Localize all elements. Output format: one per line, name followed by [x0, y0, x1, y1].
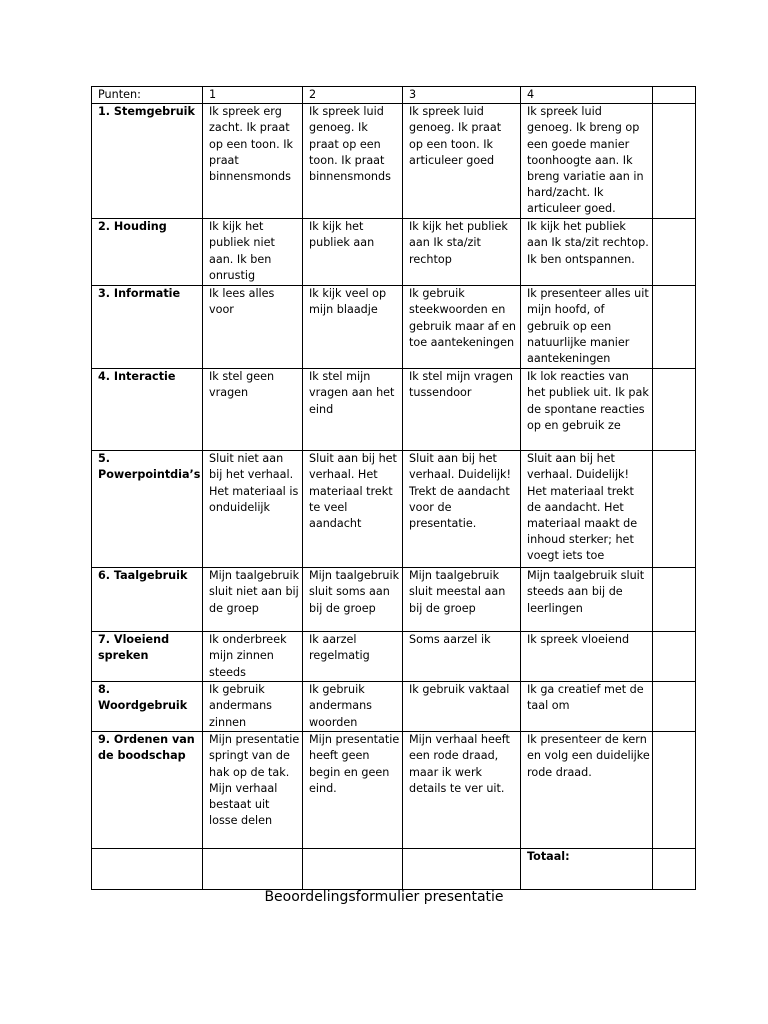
- criterion-label: 5. Powerpointdia’s: [92, 451, 203, 568]
- criterion-cell: Ik kijk het publiek aan Ik sta/zit rechtop. Ik ben ontspannen.: [521, 219, 653, 286]
- criterion-row: [92, 732, 696, 849]
- criterion-cell: Ik lok reacties van het publiek uit. Ik pak de spontane reacties op en gebruik ze: [521, 369, 653, 451]
- criterion-cell: Ik spreek luid genoeg. Ik praat op een toon. Ik praat binnensmonds: [303, 104, 403, 219]
- criterion-cell: Ik gebruik vaktaal: [403, 682, 521, 732]
- criterion-cell: Ik spreek erg zacht. Ik praat op een toon. Ik praat binnensmonds: [203, 104, 303, 219]
- empty-cell: [92, 849, 203, 890]
- header-cell-score-3: 3: [403, 87, 521, 104]
- criterion-cell: Ik lees alles voor: [203, 286, 303, 369]
- criterion-label: 9. Ordenen van de boodschap: [92, 732, 203, 849]
- score-cell: [653, 369, 696, 451]
- criterion-row: [92, 451, 696, 568]
- header-cell-score-2: 2: [303, 87, 403, 104]
- criterion-cell: Ik stel mijn vragen aan het eind: [303, 369, 403, 451]
- empty-cell: [403, 849, 521, 890]
- criterion-cell: Ik kijk het publiek niet aan. Ik ben onrustig: [203, 219, 303, 286]
- score-cell: [653, 568, 696, 632]
- criterion-cell: Ik spreek luid genoeg. Ik breng op een goede manier toonhoogte aan. Ik breng variatie aan in hard/zacht. Ik articuleer goed.: [521, 104, 653, 219]
- criterion-cell: Ik gebruik steekwoorden en gebruik maar af en toe aantekeningen: [403, 286, 521, 369]
- header-cell-score-4: 4: [521, 87, 653, 104]
- criterion-label: 4. Interactie: [92, 369, 203, 451]
- criterion-cell: Soms aarzel ik: [403, 632, 521, 682]
- header-row: [92, 87, 696, 104]
- criterion-cell: Ik ga creatief met de taal om: [521, 682, 653, 732]
- form-caption: [0, 889, 768, 905]
- header-cell-label: Punten:: [92, 87, 203, 104]
- criterion-row: [92, 104, 696, 219]
- criterion-row: [92, 369, 696, 451]
- criterion-cell: Mijn presentatie heeft geen begin en geen eind.: [303, 732, 403, 849]
- criterion-cell: Mijn taalgebruik sluit niet aan bij de groep: [203, 568, 303, 632]
- criterion-cell: Ik kijk het publiek aan Ik sta/zit rechtop: [403, 219, 521, 286]
- empty-cell: [303, 849, 403, 890]
- form-title: Beoordelingsformulier presentatie: [264, 889, 504, 905]
- criterion-cell: Ik presenteer alles uit mijn hoofd, of gebruik op een natuurlijke manier aantekeningen: [521, 286, 653, 369]
- criterion-label: 2. Houding: [92, 219, 203, 286]
- total-row: [92, 849, 696, 890]
- criterion-cell: Mijn presentatie springt van de hak op de tak. Mijn verhaal bestaat uit losse delen: [203, 732, 303, 849]
- criterion-row: [92, 286, 696, 369]
- criterion-cell: Ik spreek vloeiend: [521, 632, 653, 682]
- criterion-cell: Sluit aan bij het verhaal. Het materiaal trekt te veel aandacht: [303, 451, 403, 568]
- criterion-label: 1. Stemgebruik: [92, 104, 203, 219]
- criterion-row: [92, 682, 696, 732]
- criterion-label: 7. Vloeiend spreken: [92, 632, 203, 682]
- criterion-label: 6. Taalgebruik: [92, 568, 203, 632]
- criterion-row: [92, 632, 696, 682]
- criterion-cell: Sluit niet aan bij het verhaal. Het materiaal is onduidelijk: [203, 451, 303, 568]
- criterion-cell: Ik gebruik andermans woorden: [303, 682, 403, 732]
- criterion-cell: Ik stel geen vragen: [203, 369, 303, 451]
- criterion-row: [92, 219, 696, 286]
- score-cell: [653, 632, 696, 682]
- criterion-cell: Ik presenteer de kern en volg een duidelijke rode draad.: [521, 732, 653, 849]
- criterion-label: 8. Woordgebruik: [92, 682, 203, 732]
- criterion-cell: Mijn taalgebruik sluit steeds aan bij de leerlingen: [521, 568, 653, 632]
- criterion-cell: Ik kijk het publiek aan: [303, 219, 403, 286]
- criterion-cell: Ik stel mijn vragen tussendoor: [403, 369, 521, 451]
- criterion-cell: Sluit aan bij het verhaal. Duidelijk! Trekt de aandacht voor de presentatie.: [403, 451, 521, 568]
- criterion-cell: Mijn taalgebruik sluit soms aan bij de groep: [303, 568, 403, 632]
- header-cell-score-1: 1: [203, 87, 303, 104]
- score-cell: [653, 451, 696, 568]
- criterion-cell: Sluit aan bij het verhaal. Duidelijk! Het materiaal trekt de aandacht. Het materiaal maakt de inhoud sterker; het voegt iets toe: [521, 451, 653, 568]
- header-cell-score-column: [653, 87, 696, 104]
- criterion-cell: Ik spreek luid genoeg. Ik praat op een toon. Ik articuleer goed: [403, 104, 521, 219]
- criterion-cell: Ik aarzel regelmatig: [303, 632, 403, 682]
- criterion-label: 3. Informatie: [92, 286, 203, 369]
- criterion-cell: Mijn taalgebruik sluit meestal aan bij de groep: [403, 568, 521, 632]
- total-label: Totaal:: [521, 849, 653, 890]
- score-cell: [653, 219, 696, 286]
- criterion-cell: Mijn verhaal heeft een rode draad, maar ik werk details te ver uit.: [403, 732, 521, 849]
- criterion-cell: Ik kijk veel op mijn blaadje: [303, 286, 403, 369]
- criterion-row: [92, 568, 696, 632]
- empty-cell: [203, 849, 303, 890]
- criterion-cell: Ik onderbreek mijn zinnen steeds: [203, 632, 303, 682]
- total-score-cell: [653, 849, 696, 890]
- score-cell: [653, 732, 696, 849]
- rubric-table: [91, 86, 696, 890]
- score-cell: [653, 682, 696, 732]
- criterion-cell: Ik gebruik andermans zinnen: [203, 682, 303, 732]
- score-cell: [653, 104, 696, 219]
- score-cell: [653, 286, 696, 369]
